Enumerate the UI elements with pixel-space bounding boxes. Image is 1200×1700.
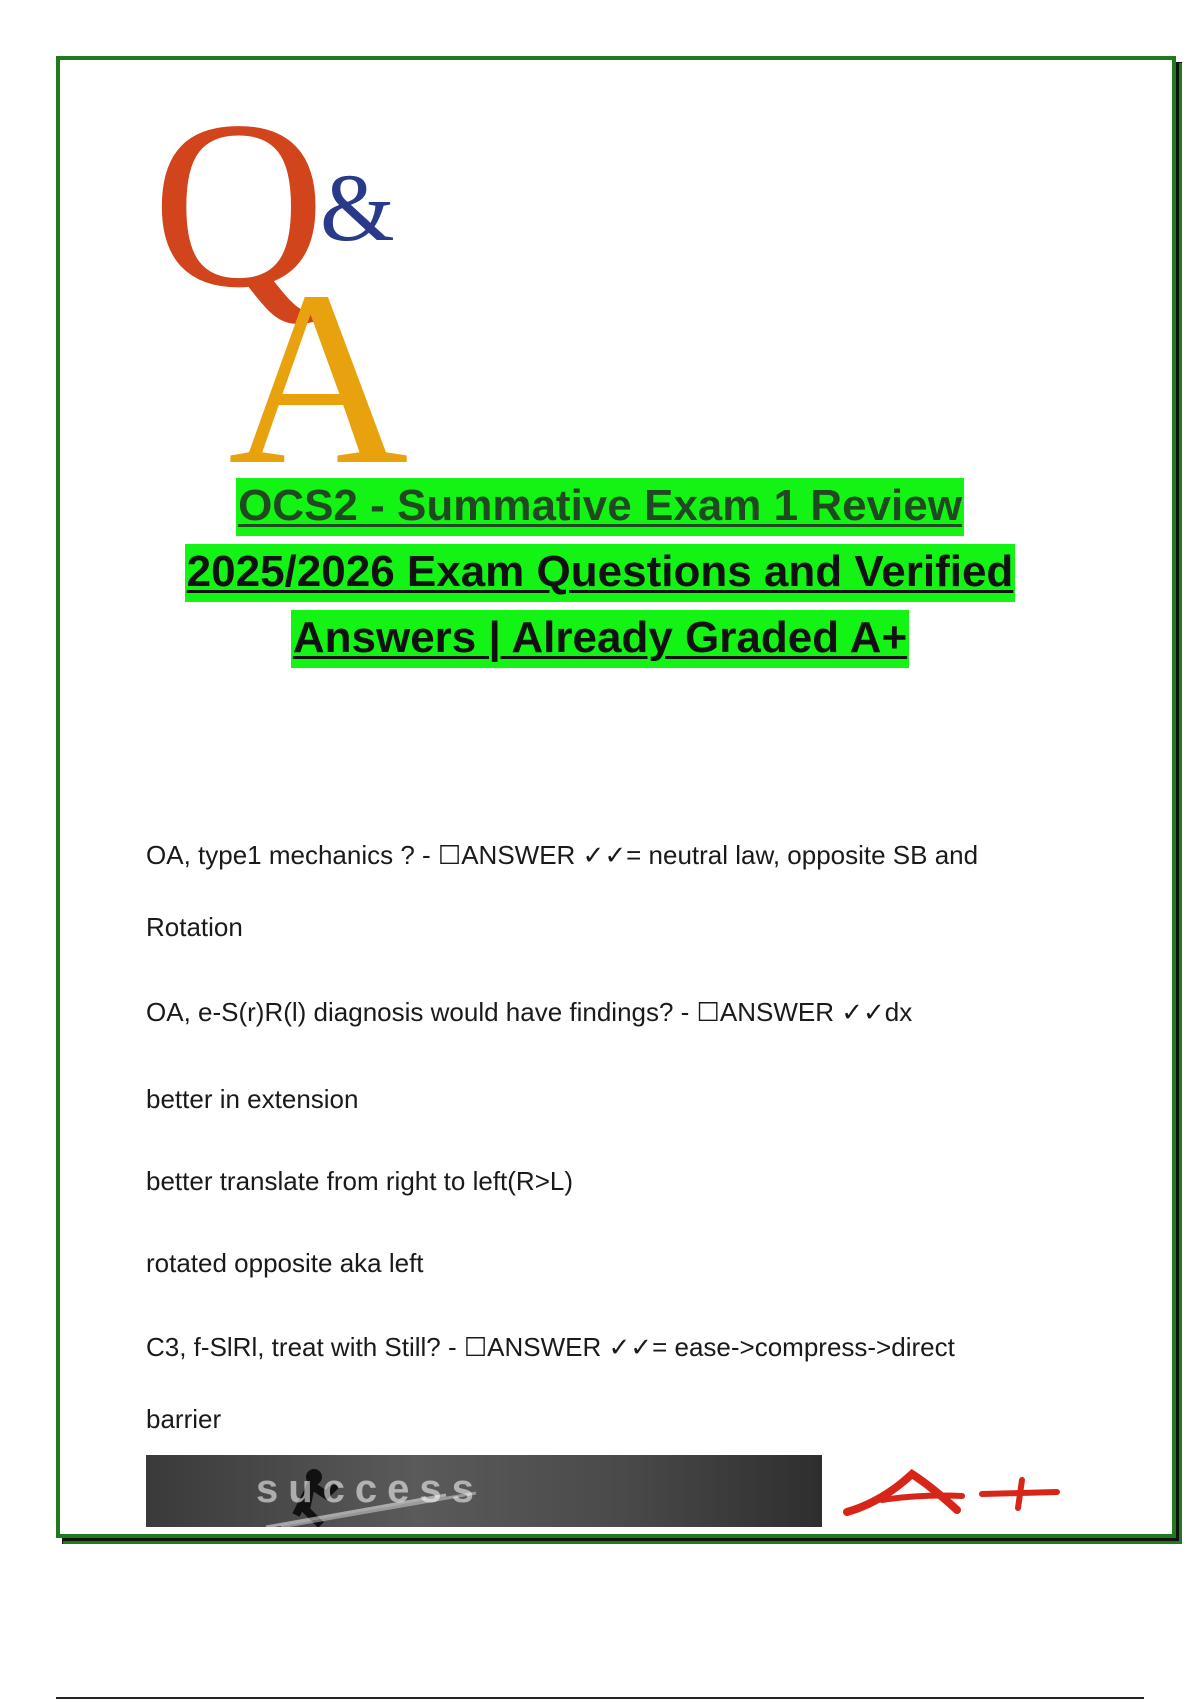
question-2-line-3: better translate from right to left(R>L) [146, 1166, 574, 1196]
question-2-line-1: OA, e-S(r)R(l) diagnosis would have findings? - ☐ANSWER ✓✓dx [146, 997, 913, 1027]
question-2-line-4: rotated opposite aka left [146, 1248, 424, 1278]
runner-icon [146, 1455, 822, 1527]
page-bottom-rule [56, 1697, 1144, 1699]
grade-text: A+ [842, 1462, 844, 1463]
document-title [100, 478, 1100, 676]
banner-text: success [256, 1467, 484, 1511]
question-1-line-1: OA, type1 mechanics ? - ☐ANSWER ✓✓= neutral law, opposite SB and [146, 840, 979, 870]
grade-a-plus-mark [842, 1462, 1062, 1532]
success-banner-image [146, 1455, 822, 1527]
qa-logo [150, 80, 450, 470]
title-line-3: Answers | Already Graded A+ [291, 610, 909, 668]
question-2-line-2: better in extension [146, 1084, 359, 1114]
title-line-1: OCS2 - Summative Exam 1 Review [236, 478, 964, 536]
logo-ampersand: & [320, 154, 395, 261]
title-line-2: 2025/2026 Exam Questions and Verified [185, 544, 1016, 602]
question-3-line-2: barrier [146, 1404, 222, 1434]
logo-q-letter: Q [152, 80, 326, 337]
question-3-line-1: C3, f-SlRl, treat with Still? - ☐ANSWER ✓✓= ease->compress->direct [146, 1332, 955, 1362]
logo-a-letter: A [228, 240, 409, 470]
question-1-line-2: Rotation [146, 912, 243, 942]
